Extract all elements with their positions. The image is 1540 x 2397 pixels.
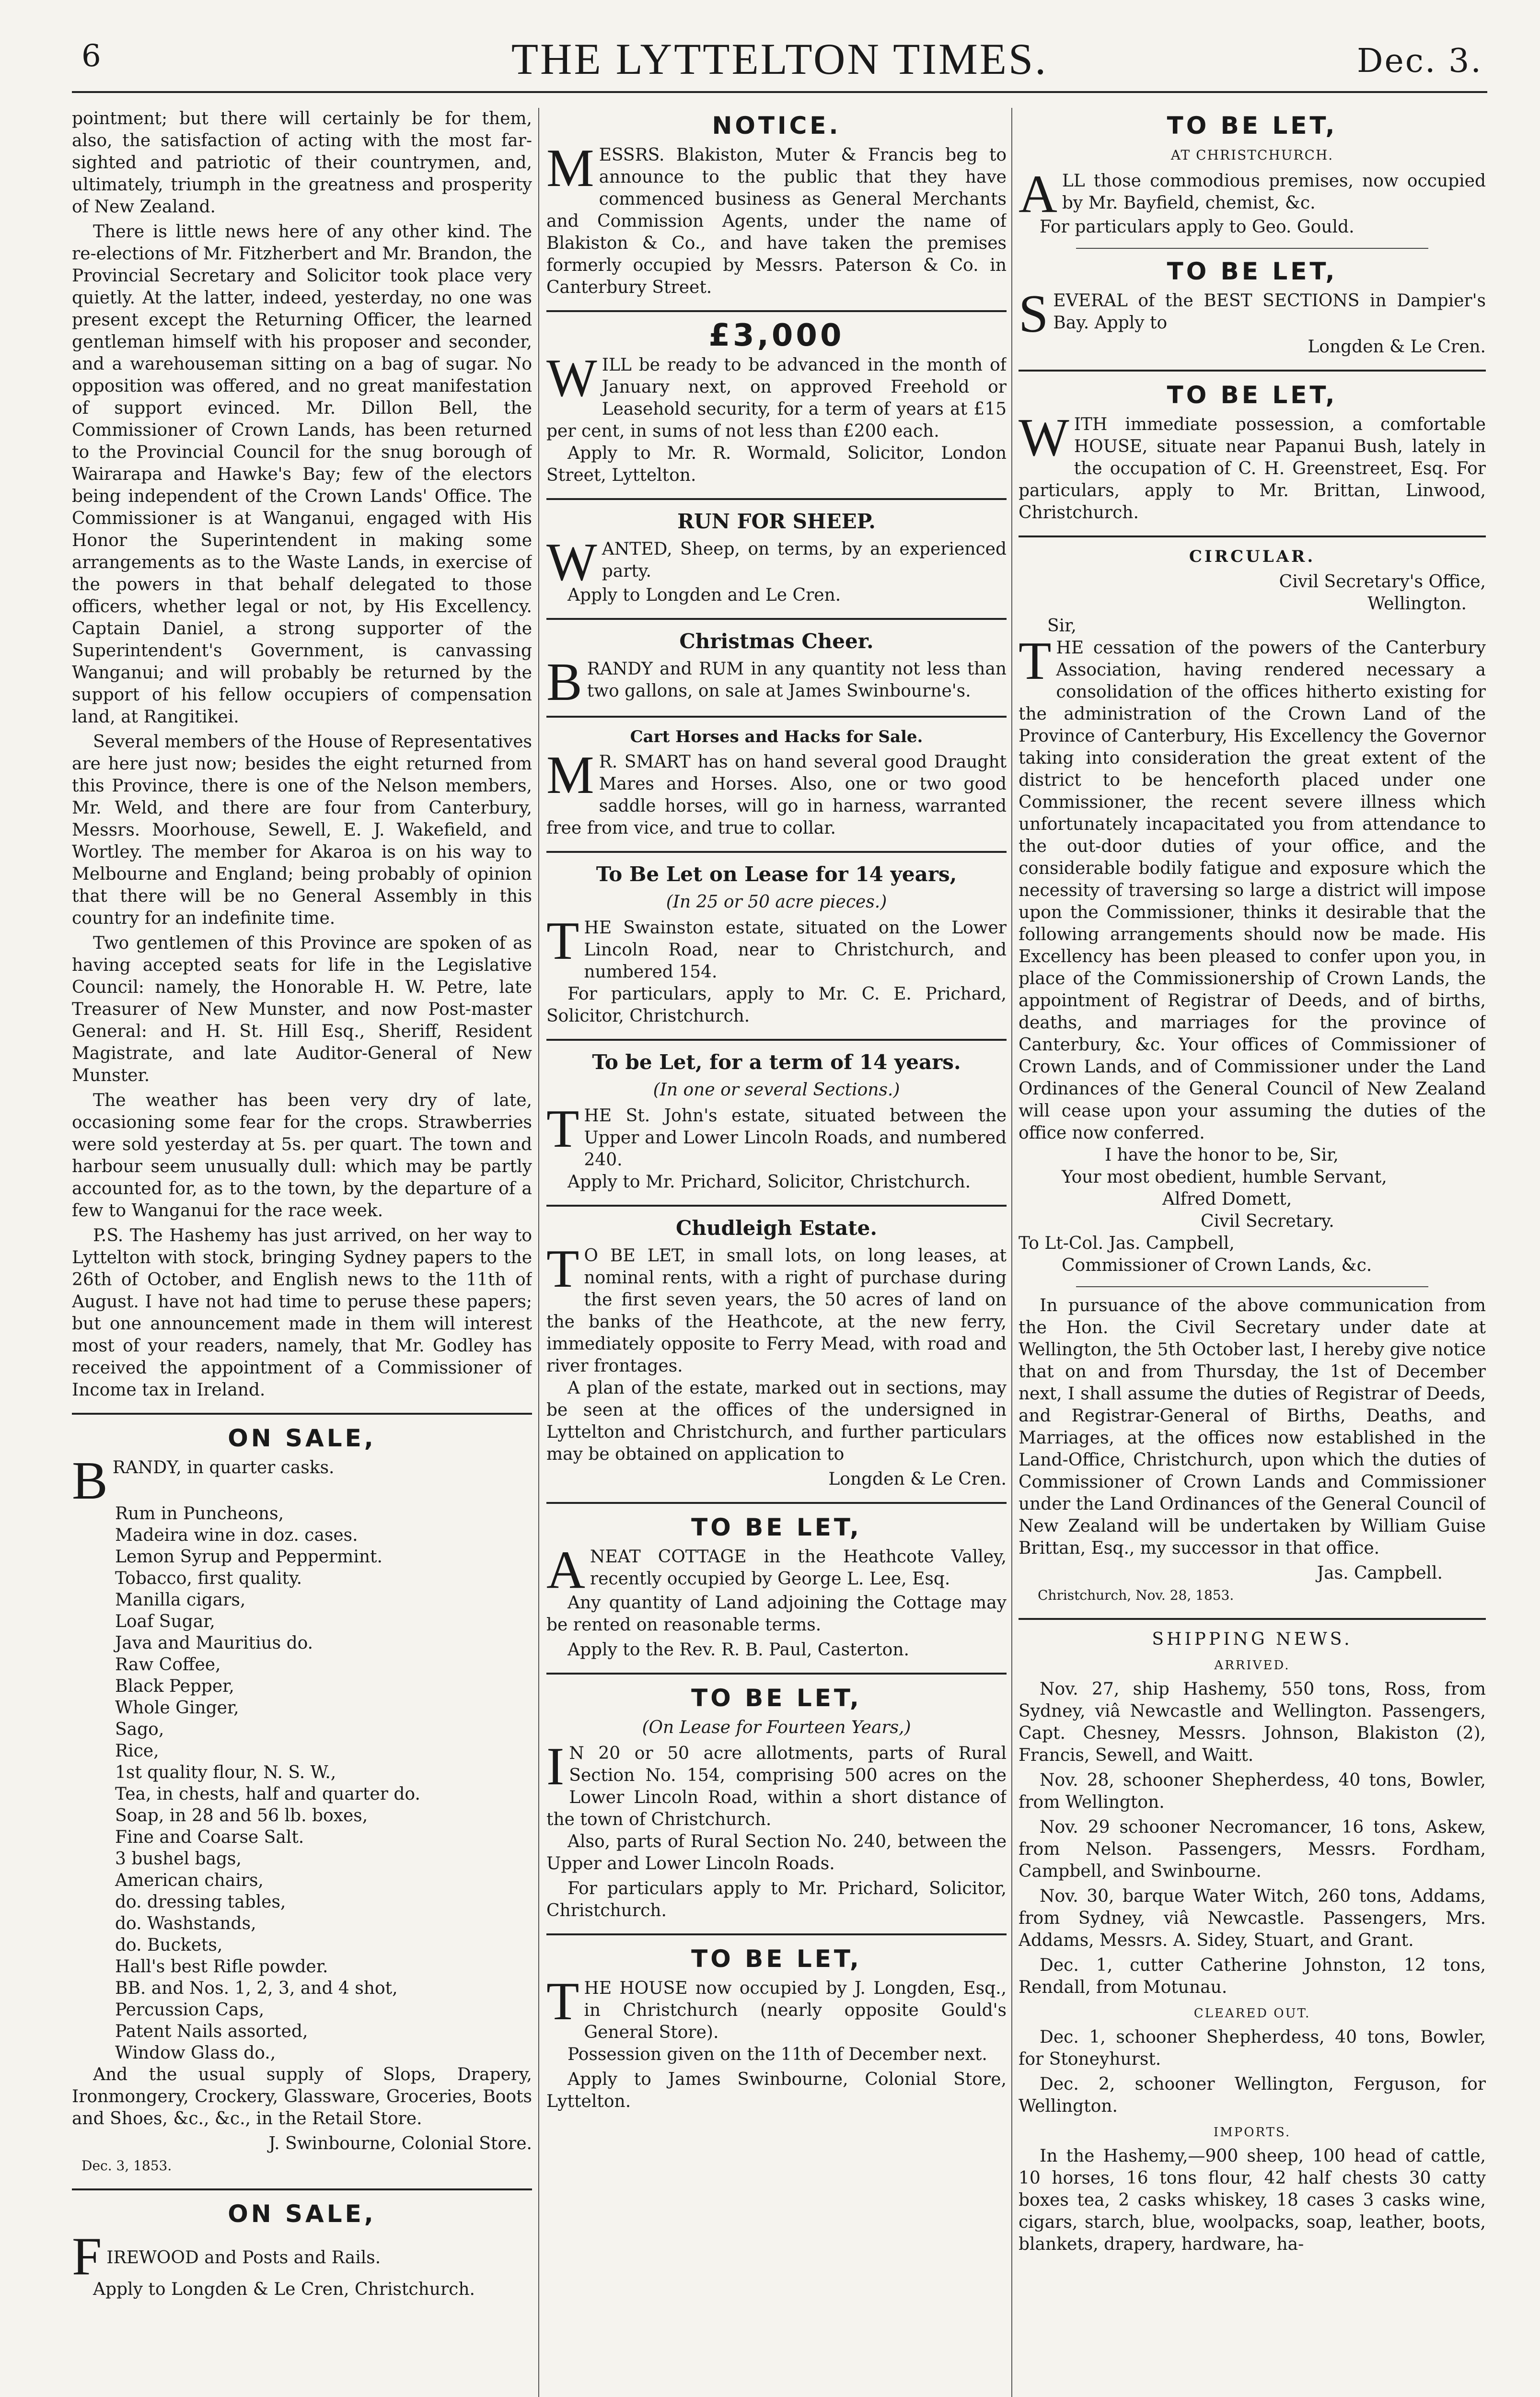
sale-item: BB. and Nos. 1, 2, 3, and 4 shot, bbox=[115, 1978, 398, 1998]
ad-also: Also, parts of Rural Section No. 240, between the Upper and Lower Lincoln Roads. bbox=[546, 1832, 1007, 1873]
ad-signature: Longden & Le Cren. bbox=[1308, 337, 1486, 357]
on-sale-ad bbox=[72, 1451, 532, 2177]
news-paragraph: P.S. The Hashemy has just arrived, on her way to Lyttelton with stock, bringing Sydney papers to the 26th of October, and English news to the 11th of August. I have not had time to peruse these papers; but one announcement made in them will interest most of your readers, namely, that Mr. Godley has received the appointment of a Commissioner of Income tax in Ireland. bbox=[72, 1226, 532, 1400]
ad-heading: RUN FOR SHEEP. bbox=[677, 510, 876, 533]
circular-signer: Alfred Domett, bbox=[1162, 1189, 1292, 1209]
sale-item: Tobacco, first quality. bbox=[115, 1569, 302, 1588]
circular-heading: CIRCULAR. bbox=[1189, 547, 1316, 566]
section-divider bbox=[546, 618, 1007, 620]
ad-apply: Apply to Mr. R. Wormald, Solicitor, London Street, Lyttelton. bbox=[546, 443, 1007, 485]
sections-ad bbox=[1019, 284, 1486, 358]
sale-item: Fine and Coarse Salt. bbox=[115, 1827, 304, 1847]
ad-extra: Any quantity of Land adjoining the Cottage may be rented on reasonable terms. bbox=[546, 1593, 1007, 1635]
sale-item: Percussion Caps, bbox=[115, 2000, 265, 2020]
ad-heading: TO BE LET, bbox=[1167, 381, 1338, 409]
sale-item: Whole Ginger, bbox=[115, 1698, 239, 1718]
ad-heading: TO BE LET, bbox=[691, 1513, 862, 1541]
sale-item: Loaf Sugar, bbox=[115, 1612, 215, 1631]
drop-cap: T bbox=[546, 1099, 579, 1159]
sale-item: Sago, bbox=[115, 1720, 164, 1739]
sale-item: Tea, in chests, half and quarter do. bbox=[115, 1784, 420, 1804]
shipping-subheading: CLEARED OUT. bbox=[1193, 2006, 1311, 2021]
column-rule bbox=[1011, 108, 1012, 2397]
shipping-heading: SHIPPING NEWS. bbox=[1152, 1629, 1353, 1649]
news-paragraph: There is little news here of any other kind. The re-elections of Mr. Fitzherbert and Mr. Brandon, the Provincial Secretary and Solicitor took place very quietly. At the latter, indeed, yesterday, no one was present except the Returning Officer, the learned gentleman himself with his proposer and seconder, and a warehouseman sitting on a bag of sugar. No opposition was offered, and no great manifestation of support evinced. Mr. Dillon Bell, the Commissioner of Crown Lands, has been returned to the Provincial Council for the snug borough of Wairarapa and Hawke's Bay; few of the electors being independent of the Crown Lands' Office. The Commissioner is at Wanganui, engaged with His Honor the Superintendent in making some arrangements as to the Waste Lands, in exercise of the powers in that behalf delegated to those officers, whether legal or not, by His Excellency. Captain Daniel, a strong supporter of the Superintendent's Government, is canvassing Wanganui; and will probably be returned by the support of his fellow occupiers of compensation land, at Rangitikei. bbox=[72, 222, 532, 727]
chudleigh-ad bbox=[546, 1239, 1007, 1490]
ad-heading: ON SALE, bbox=[228, 1424, 376, 1452]
drop-cap: B bbox=[72, 1451, 108, 1511]
section-divider bbox=[1019, 1618, 1486, 1620]
ad-text: HE Swainston estate, situated on the Lower Lincoln Road, near to Christchurch, and numbered 154. bbox=[584, 918, 1007, 982]
pursuance-notice: In pursuance of the above communication from the Hon. the Civil Secretary under date at Wellington, the 5th October last, I hereby give notice that on and from Thursday, the 1st of December next, I shall assume the duties of Registrar of Deeds, and Registrar-General of Births, Deaths, and Marriages, at the offices now established in the Land-Office, Christchurch, upon which the duties of Commissioner of Crown Lands and Commissioner under the Land Ordinances of the General Council of New Zealand will be undertaken by William Guise Brittan, Esq., my successor in that office. bbox=[1019, 1296, 1486, 1558]
masthead: THE LYTTELTON TIMES. bbox=[511, 35, 1048, 83]
shipping-entry: Nov. 29 schooner Necromancer, 16 tons, Askew, from Nelson. Passengers, Messrs. Fordham, Campbell, and Swinbourne. bbox=[1019, 1817, 1486, 1881]
circular-recipient: To Lt-Col. Jas. Campbell, bbox=[1019, 1233, 1235, 1253]
ad-subheading: (In one or several Sections.) bbox=[653, 1080, 900, 1100]
ad-text: NEAT COTTAGE in the Heathcote Valley, recently occupied by George L. Lee, Esq. bbox=[590, 1547, 1007, 1589]
shipping-entry: Nov. 27, ship Hashemy, 550 tons, Ross, from Sydney, viâ Newcastle and Wellington. Passengers, Capt. Chesney, Messrs. Johnson, Blakiston (2), Francis, Sewell, and Waitt. bbox=[1019, 1679, 1486, 1765]
ad-apply: Apply to James Swinbourne, Colonial Store, Lyttelton. bbox=[546, 2070, 1007, 2111]
drop-cap: S bbox=[1019, 284, 1049, 344]
ad-apply: For particulars apply to Mr. Prichard, Solicitor, Christchurch. bbox=[546, 1879, 1007, 1920]
sale-item: Window Glass do., bbox=[115, 2043, 276, 2063]
sale-item: Black Pepper, bbox=[115, 1676, 234, 1696]
sale-item: American chairs, bbox=[115, 1871, 264, 1890]
ad-plan: A plan of the estate, marked out in sections, may be seen at the offices of the undersigned in Lyttelton and Christchurch, and further particulars may be obtained on application to bbox=[546, 1378, 1007, 1464]
ad-heading: TO BE LET, bbox=[691, 1684, 862, 1712]
drop-cap: A bbox=[546, 1540, 585, 1600]
allotments-ad bbox=[546, 1737, 1007, 1922]
shipping-entry: Dec. 2, schooner Wellington, Ferguson, for Wellington. bbox=[1019, 2074, 1486, 2116]
ad-closing: And the usual supply of Slops, Drapery, Ironmongery, Crockery, Glassware, Groceries, Boots and Shoes, &c., &c., in the Retail Store. bbox=[72, 2065, 532, 2129]
sale-item: 3 bushel bags, bbox=[115, 1849, 242, 1869]
ad-subheading: (On Lease for Fourteen Years,) bbox=[642, 1718, 911, 1737]
section-divider bbox=[546, 310, 1007, 312]
shipping-entry: Dec. 1, schooner Shepherdess, 40 tons, Bowler, for Stoneyhurst. bbox=[1019, 2027, 1486, 2069]
circular-title: Civil Secretary. bbox=[1201, 1211, 1334, 1231]
sale-item: do. Washstands, bbox=[115, 1914, 256, 1933]
circular-closing: I have the honor to be, Sir, bbox=[1105, 1145, 1339, 1165]
horses-ad bbox=[546, 745, 1007, 839]
sale-item: do. dressing tables, bbox=[115, 1892, 286, 1912]
drop-cap: I bbox=[546, 1737, 565, 1796]
page-header bbox=[72, 34, 1487, 93]
house-ad bbox=[546, 1972, 1007, 2113]
firewood-ad bbox=[72, 2227, 532, 2301]
ad-text: ITH immediate possession, a comfortable HOUSE, situate near Papanui Bush, lately in the occupation of C. H. Greenstreet, Esq. For particulars, apply to Mr. Brittan, Linwood, Christchurch. bbox=[1019, 415, 1486, 523]
sale-item: 1st quality flour, N. S. W., bbox=[115, 1763, 336, 1782]
sale-item: Soap, in 28 and 56 lb. boxes, bbox=[115, 1806, 368, 1826]
ad-heading: £3,000 bbox=[708, 318, 845, 353]
ad-text: HE St. John's estate, situated between the Upper and Lower Lincoln Roads, and numbered 240. bbox=[584, 1106, 1007, 1170]
sale-item-list bbox=[72, 1503, 532, 2064]
drop-cap: W bbox=[546, 349, 597, 408]
ad-heading: To Be Let on Lease for 14 years, bbox=[596, 862, 957, 886]
section-divider bbox=[1076, 1286, 1428, 1287]
section-divider bbox=[546, 1933, 1007, 1935]
sale-item: Patent Nails assorted, bbox=[115, 2022, 308, 2041]
sale-item: Hall's best Rifle powder. bbox=[115, 1957, 328, 1977]
column-1 bbox=[72, 108, 532, 2397]
drop-cap: F bbox=[72, 2227, 102, 2286]
ad-possession: Possession given on the 11th of December next. bbox=[567, 2045, 987, 2064]
news-paragraph: pointment; but there will certainly be for them, also, the satisfaction of acting with the most far-sighted and patriotic of their countrymen, and, ultimately, triumph in the greatness and prosperity of New Zealand. bbox=[72, 109, 532, 217]
sale-item: Lemon Syrup and Peppermint. bbox=[115, 1547, 382, 1567]
drop-cap: W bbox=[546, 533, 597, 592]
ad-heading: Chudleigh Estate. bbox=[675, 1216, 878, 1240]
ad-text: ILL be ready to be advanced in the month of January next, on approved Freehold or Leasehold security, for a term of years at £15 per cent, in sums of not less than £200 each. bbox=[546, 355, 1007, 441]
news-paragraph: Several members of the House of Representatives are here just now; besides the eight returned from this Province, there is one of the Nelson members, Mr. Weld, and there are four from Canterbury, Messrs. Moorhouse, Sewell, E. J. Wakefield, and Wortley. The member for Akaroa is on his way to Melbourne and England; being probably of opinion that there will be no General Assembly in this country for an indefinite time. bbox=[72, 732, 532, 928]
shipping-entry: Nov. 30, barque Water Witch, 260 tons, Addams, from Sydney, viâ Newcastle. Passengers, Mrs. Addams, Messrs. A. Sidey, Stuart, and Grant. bbox=[1019, 1886, 1486, 1950]
drop-cap: W bbox=[1019, 408, 1069, 467]
cottage-ad bbox=[546, 1540, 1007, 1661]
sale-item: Java and Mauritius do. bbox=[115, 1633, 313, 1653]
circular-body bbox=[1019, 631, 1486, 1144]
sale-item: Madeira wine in doz. cases. bbox=[115, 1525, 358, 1545]
ad-text: O BE LET, in small lots, on long leases, at nominal rents, with a right of purchase during the first seven years, the 50 acres of land on the banks of the Heathcote, at the new ferry, immediately opposite to Ferry Mead, with road and river frontages. bbox=[546, 1246, 1007, 1376]
ad-text: HE HOUSE now occupied by J. Longden, Esq., in Christchurch (nearly opposite Gould's General Store). bbox=[584, 1978, 1007, 2042]
ad-apply: Apply to Longden and Le Cren. bbox=[567, 585, 841, 605]
notice-ad bbox=[546, 139, 1007, 299]
ad-heading: TO BE LET, bbox=[1167, 257, 1338, 285]
ad-date: Dec. 3, 1853. bbox=[81, 2158, 172, 2174]
immediate-ad bbox=[1019, 408, 1486, 524]
ad-apply: Apply to the Rev. R. B. Paul, Casterton. bbox=[567, 1640, 909, 1660]
ad-text: ESSRS. Blakiston, Muter & Francis beg to announce to the public that they have commenced business as General Merchants and Commission Agents, under the name of Blakiston & Co., and have taken the premises formerly occupied by Messrs. Paterson & Co. in Canterbury Street. bbox=[546, 145, 1007, 297]
circular-office: Civil Secretary's Office, bbox=[1279, 572, 1486, 592]
section-divider bbox=[546, 498, 1007, 500]
drop-cap: B bbox=[546, 652, 582, 712]
drop-cap: T bbox=[546, 1239, 579, 1299]
sale-item: Raw Coffee, bbox=[115, 1655, 221, 1675]
section-divider bbox=[72, 1413, 532, 1415]
section-divider bbox=[546, 1673, 1007, 1675]
news-paragraph: Two gentlemen of this Province are spoken of as having accepted seats for life in the Legislative Council: namely, the Honorable H. W. Petre, late Treasurer of New Munster, and now Post-master General: and H. St. Hill Esq., Sheriff, Resident Magistrate, and late Auditor-General of New Munster. bbox=[72, 933, 532, 1085]
ad-heading: ON SALE, bbox=[228, 2200, 376, 2228]
drop-cap: T bbox=[546, 1972, 579, 2031]
drop-cap: M bbox=[546, 745, 594, 805]
circular-salutation: Sir, bbox=[1047, 616, 1077, 636]
notice-date: Christchurch, Nov. 28, 1853. bbox=[1038, 1587, 1234, 1603]
sheep-ad bbox=[546, 533, 1007, 606]
shipping-entry: In the Hashemy,—900 sheep, 100 head of cattle, 10 horses, 16 tons flour, 42 half chests 30 catty boxes tea, 2 casks whiskey, 18 cases 3 casks wine, cigars, starch, blue, woolpacks, soap, leather, boots, blankets, drapery, hardware, ha- bbox=[1019, 2146, 1486, 2254]
christmas-ad bbox=[546, 652, 1007, 712]
ad-apply: Apply to Mr. Prichard, Solicitor, Christchurch. bbox=[567, 1172, 971, 1192]
ad-text: R. SMART has on hand several good Draught Mares and Horses. Also, one or two good saddle horses, will go in harness, warranted free from vice, and true to collar. bbox=[546, 752, 1007, 838]
drop-cap: A bbox=[1019, 164, 1057, 224]
premises-ad bbox=[1019, 164, 1486, 238]
section-divider bbox=[1019, 370, 1486, 372]
lease-ad bbox=[546, 911, 1007, 1027]
ad-text: EVERAL of the BEST SECTIONS in Dampier's Bay. Apply to bbox=[1053, 291, 1486, 333]
lease-ad bbox=[546, 1099, 1007, 1193]
drop-cap: T bbox=[1019, 631, 1052, 691]
section-divider bbox=[546, 1039, 1007, 1041]
section-divider bbox=[72, 2188, 532, 2190]
shipping-entry: Dec. 1, cutter Catherine Johnston, 12 tons, Rendall, from Motunau. bbox=[1019, 1955, 1486, 1997]
section-divider bbox=[546, 851, 1007, 853]
ad-heading: TO BE LET, bbox=[1167, 112, 1338, 140]
section-divider bbox=[546, 716, 1007, 718]
ad-signature: J. Swinbourne, Colonial Store. bbox=[268, 2134, 532, 2153]
ad-apply: For particulars, apply to Mr. C. E. Prichard, Solicitor, Christchurch. bbox=[546, 984, 1007, 1026]
shipping-subheading: ARRIVED. bbox=[1214, 1658, 1290, 1673]
section-divider bbox=[1076, 248, 1428, 249]
circular-place: Wellington. bbox=[1367, 594, 1467, 614]
ad-heading: To be Let, for a term of 14 years. bbox=[592, 1050, 961, 1074]
ad-text: RANDY and RUM in any quantity not less than two gallons, on sale at James Swinbourne's. bbox=[587, 659, 1007, 701]
circular-recipient: Commissioner of Crown Lands, &c. bbox=[1062, 1256, 1372, 1275]
ad-text: IREWOOD and Posts and Rails. bbox=[106, 2248, 381, 2268]
ad-heading: Christmas Cheer. bbox=[679, 629, 874, 653]
news-paragraph: The weather has been very dry of late, occasioning some fear for the crops. Strawberries were sold yesterday at 5s. per quart. The town and harbour seem unusually dull: which may be partly accounted for, as to the town, by the departure of a few to Wanganui for the race week. bbox=[72, 1091, 532, 1221]
shipping-entry: Nov. 28, schooner Shepherdess, 40 tons, Bowler, from Wellington. bbox=[1019, 1770, 1486, 1812]
ad-signature: Longden & Le Cren. bbox=[828, 1469, 1007, 1489]
money-ad bbox=[546, 349, 1007, 487]
ad-heading: TO BE LET, bbox=[691, 1945, 862, 1973]
sale-item: do. Buckets, bbox=[115, 1935, 223, 1955]
ad-text: LL those commodious premises, now occupied by Mr. Bayfield, chemist, &c. bbox=[1062, 171, 1486, 213]
ad-intro: RANDY, in quarter casks. bbox=[112, 1458, 335, 1478]
sale-item: Manilla cigars, bbox=[115, 1590, 246, 1610]
section-divider bbox=[1019, 535, 1486, 537]
circular-closing: Your most obedient, humble Servant, bbox=[1062, 1167, 1387, 1187]
ad-heading: NOTICE. bbox=[712, 112, 841, 140]
column-rule bbox=[538, 108, 539, 2397]
ad-apply: For particulars apply to Geo. Gould. bbox=[1040, 217, 1355, 237]
section-divider bbox=[546, 1205, 1007, 1207]
column-3 bbox=[1019, 108, 1486, 2397]
ad-heading: Cart Horses and Hacks for Sale. bbox=[630, 727, 923, 746]
section-divider bbox=[546, 1502, 1007, 1504]
ad-subheading: (In 25 or 50 acre pieces.) bbox=[666, 892, 887, 912]
ad-text: N 20 or 50 acre allotments, parts of Rural Section No. 154, comprising 500 acres on the Lower Lincoln Road, within a short distance of the town of Christchurch. bbox=[546, 1744, 1007, 1829]
issue-date: Dec. 3. bbox=[1357, 42, 1482, 80]
ad-apply: Apply to Longden & Le Cren, Christchurch. bbox=[93, 2280, 475, 2299]
shipping-subheading: IMPORTS. bbox=[1213, 2125, 1291, 2140]
ad-subheading: AT CHRISTCHURCH. bbox=[1170, 147, 1334, 163]
notice-signature: Jas. Campbell. bbox=[1317, 1563, 1443, 1583]
sale-item: Rice, bbox=[115, 1741, 159, 1761]
drop-cap: M bbox=[546, 139, 594, 198]
ad-text: ANTED, Sheep, on terms, by an experienced party. bbox=[602, 539, 1007, 581]
column-2 bbox=[546, 108, 1007, 2397]
sale-item: Rum in Puncheons, bbox=[115, 1504, 284, 1524]
page-number: 6 bbox=[81, 38, 101, 74]
drop-cap: T bbox=[546, 911, 579, 971]
circular-text: HE cessation of the powers of the Canterbury Association, having rendered necessary a consolidation of the offices hitherto existing for the administration of the Crown Land of the Province of Canterbury, His Excellency the Governor taking into consideration the great extent of the district to be henceforth placed under one Commissioner, the recent severe illness which unfortunately incapacitated you from attendance to the out-door duties of your office, and the considerable bodily fatigue and exposure which the necessity of traversing so large a district will impose upon the Commissioner, thinks it desirable that the following arrangements should now be made. His Excellency has been pleased to confer upon you, in place of the Commissionership of Crown Lands, the appointment of Registrar of Deeds, and of births, deaths, and marriages for the province of Canterbury, &c. Your offices of Commissioner of Crown Lands, and of Commissioner under the Land Ordinances of the General Council of New Zealand will cease upon your assuming the duties of the office now conferred. bbox=[1019, 638, 1486, 1143]
